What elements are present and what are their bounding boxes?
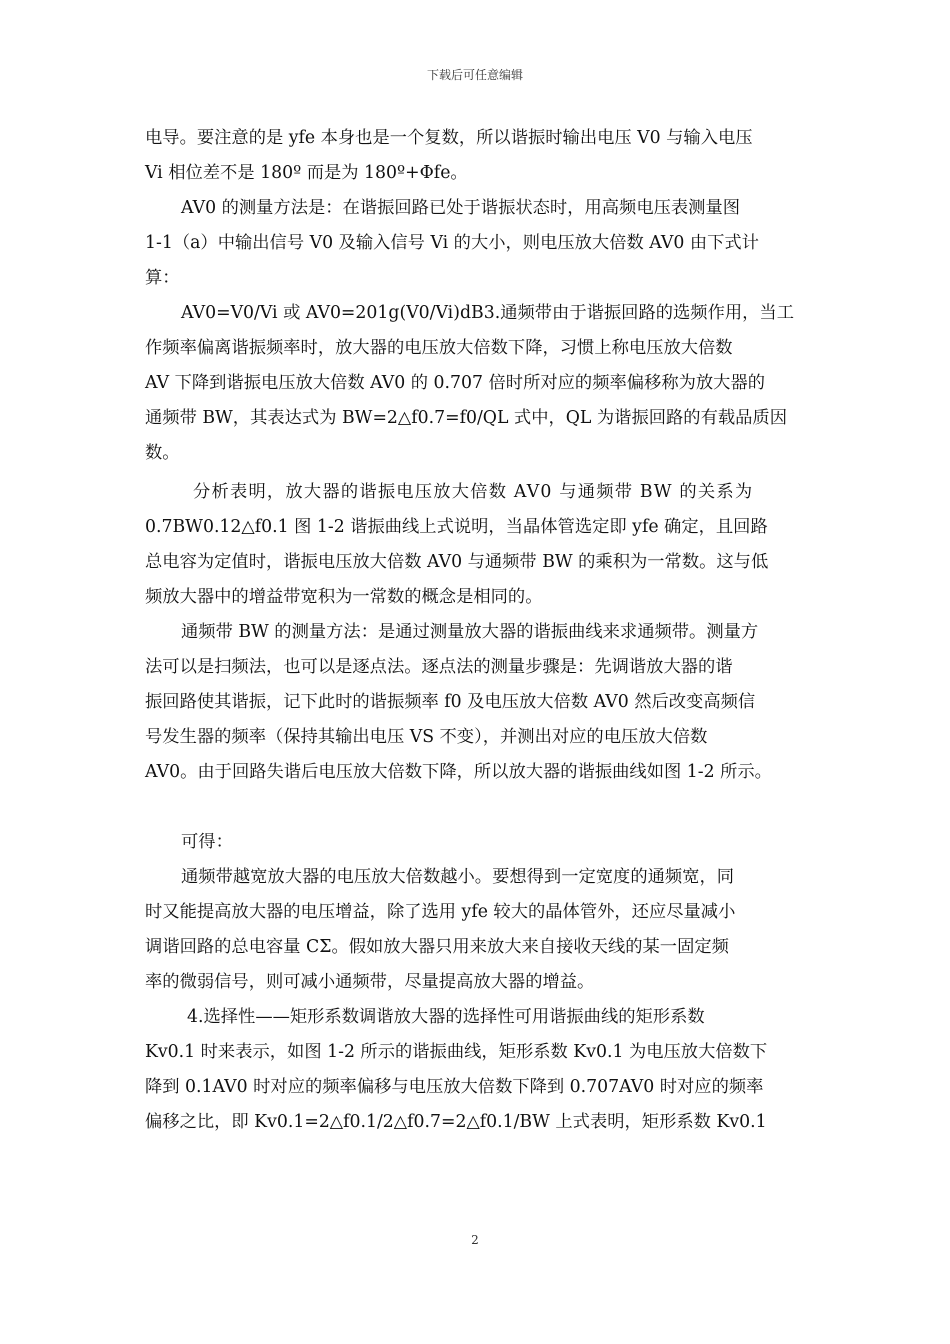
page-header: 下载后可任意编辑	[426, 68, 523, 82]
text-line: 4.选择性——矩形系数调谐放大器的选择性可用谐振曲线的矩形系数	[187, 1007, 705, 1027]
text-line: 通频带越宽放大器的电压放大倍数越小。要想得到一定宽度的通频宽，同	[181, 867, 735, 887]
text-line: 0.7BW0.12△f0.1 图 1-2 谐振曲线上式说明，当晶体管选定即 yfe 确定，且回路	[145, 517, 768, 537]
text-line: AV0。由于回路失谐后电压放大倍数下降，所以放大器的谐振曲线如图 1-2 所示。	[145, 762, 772, 782]
page-number: 2	[471, 1233, 479, 1247]
text-line: 总电容为定值时，谐振电压放大倍数 AV0 与通频带 BW 的乘积为一常数。这与低	[145, 552, 769, 572]
text-line: 算：	[145, 268, 180, 288]
text-line: 通频带 BW，其表达式为 BW=2△f0.7=f0/QL 式中，QL 为谐振回路的有载品质因	[145, 408, 787, 428]
text-line: 可得：	[181, 832, 233, 852]
text-line: AV0=V0/Vi 或 AV0=201g(V0/Vi)dB3.通频带由于谐振回路的选频作用，当工	[181, 303, 794, 323]
text-line: 通频带 BW 的测量方法：是通过测量放大器的谐振曲线来求通频带。测量方	[181, 622, 759, 642]
text-line: AV0 的测量方法是：在谐振回路已处于谐振状态时，用高频电压表测量图	[181, 198, 741, 218]
text-line: 时又能提高放大器的电压增益，除了选用 yfe 较大的晶体管外，还应尽量减小	[145, 902, 736, 922]
text-line: AV 下降到谐振电压放大倍数 AV0 的 0.707 倍时所对应的频率偏移称为放大器的	[145, 373, 766, 393]
text-line: Vi 相位差不是 180º 而是为 180º+Φfe。	[145, 163, 468, 183]
text-line: 降到 0.1AV0 时对应的频率偏移与电压放大倍数下降到 0.707AV0 时对应的频率	[145, 1077, 764, 1097]
text-line: 调谐回路的总电容量 CΣ。假如放大器只用来放大来自接收天线的某一固定频	[145, 937, 729, 957]
text-line: Kv0.1 时来表示，如图 1-2 所示的谐振曲线，矩形系数 Kv0.1 为电压放大倍数下	[145, 1042, 768, 1062]
text-line: 振回路使其谐振，记下此时的谐振频率 f0 及电压放大倍数 AV0 然后改变高频信	[145, 692, 756, 712]
blank-line	[145, 790, 825, 825]
text-line: 率的微弱信号，则可减小通频带，尽量提高放大器的增益。	[145, 972, 595, 992]
text-line: 号发生器的频率（保持其输出电压 VS 不变），并测出对应的电压放大倍数	[145, 727, 708, 747]
text-line: 1-1（a）中输出信号 V0 及输入信号 Vi 的大小，则电压放大倍数 AV0 由下式计	[145, 233, 759, 253]
text-line: 作频率偏离谐振频率时，放大器的电压放大倍数下降，习惯上称电压放大倍数	[145, 338, 733, 358]
text-line: 偏移之比，即 Kv0.1=2△f0.1/2△f0.7=2△f0.1/BW 上式表明，矩形系数 Kv0.1	[145, 1112, 767, 1132]
text-line: 法可以是扫频法，也可以是逐点法。逐点法的测量步骤是：先调谐放大器的谐	[145, 657, 733, 677]
text-line: 数。	[145, 443, 180, 463]
document-body	[145, 121, 825, 1140]
text-line: 电导。要注意的是 yfe 本身也是一个复数，所以谐振时输出电压 V0 与输入电压	[145, 128, 753, 148]
text-line: 分析表明，放大器的谐振电压放大倍数 AV0 与通频带 BW 的关系为	[193, 482, 754, 502]
text-line: 频放大器中的增益带宽积为一常数的概念是相同的。	[145, 587, 543, 607]
